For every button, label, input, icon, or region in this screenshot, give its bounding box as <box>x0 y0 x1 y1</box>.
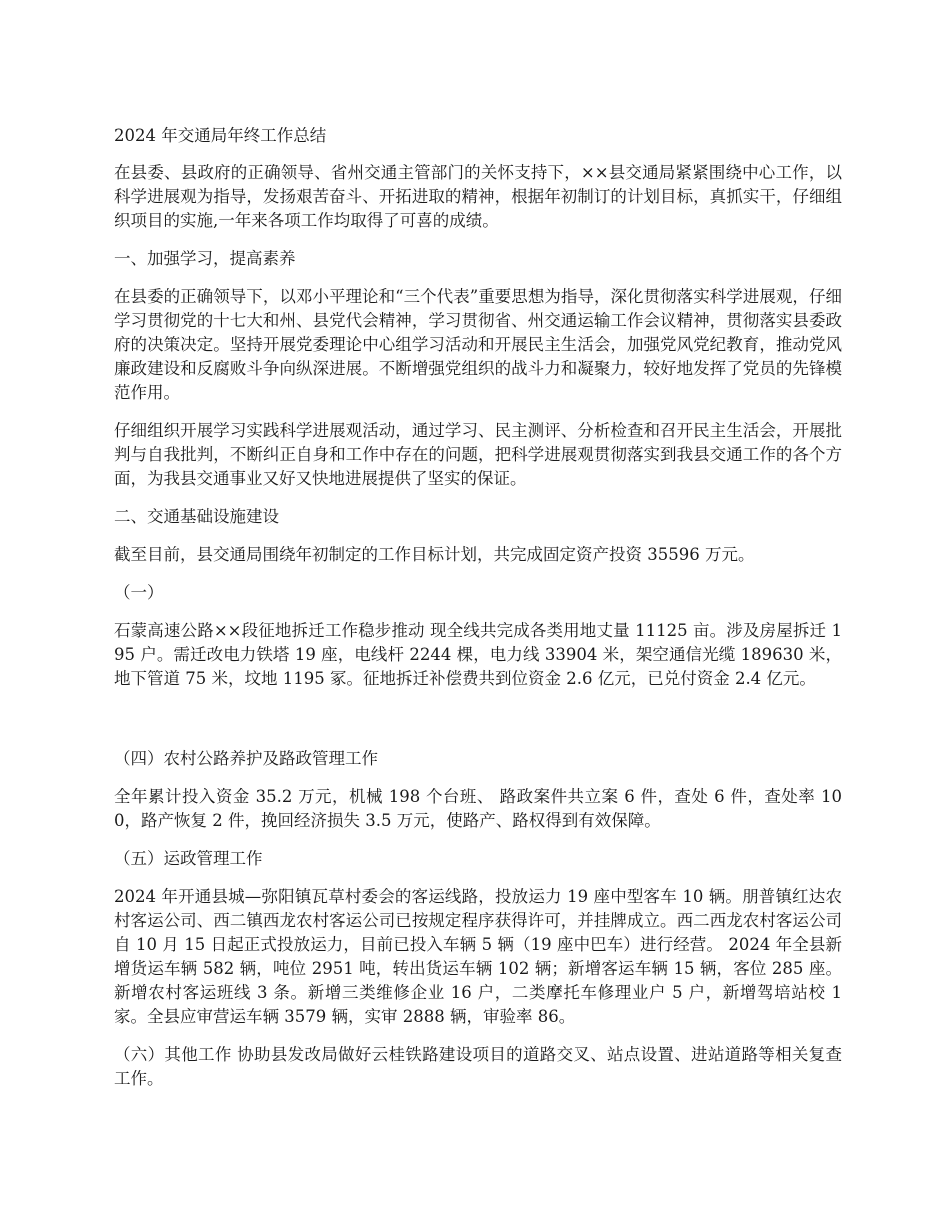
document-title: 2024 年交通局年终工作总结 <box>114 126 327 145</box>
other-work-paragraph: （六）其他工作 协助县发改局做好云桂铁路建设项目的道路交叉、站点设置、进站道路等相关复查工作。 <box>114 1045 842 1088</box>
section-heading-infrastructure: 二、交通基础设施建设 <box>114 507 279 526</box>
section-heading-study: 一、加强学习，提高素养 <box>114 249 296 268</box>
subsection-heading-1: （一） <box>114 583 164 602</box>
land-acquisition-paragraph: 石蒙高速公路××段征地拆迁工作稳步推动 现全线共完成各类用地丈量 11125 亩。涉及房屋拆迁 195 户。需迁改电力铁塔 19 座，电线杆 2244 棵，电力线 33904 米，架空通信光缆 189630 米，地下管道 75 米，坟地 1195 冢。征地拆迁补偿费共到位资金 2.6 亿元，已兑付资金 2.4 亿元。 <box>114 621 842 688</box>
study-paragraph-2: 仔细组织开展学习实践科学进展观活动，通过学习、民主测评、分析检查和召开民主生活会，开展批判与自我批判，不断纠正自身和工作中存在的问题，把科学进展观贯彻落实到我县交通工作的各个方面，为我县交通事业又好又快地进展提供了坚实的保证。 <box>114 421 842 488</box>
blank-spacer <box>114 705 842 747</box>
document-page <box>114 124 842 1105</box>
study-paragraph-1: 在县委的正确领导下，以邓小平理论和“三个代表”重要思想为指导，深化贯彻落实科学进展观，仔细学习贯彻党的十七大和州、县党代会精神，学习贯彻省、州交通运输工作会议精神，贯彻落实县委政府的决策决定。坚持开展党委理论中心组学习活动和开展民主生活会，加强党风党纪教育，推动党风廉政建设和反腐败斗争向纵深进展。不断增强党组织的战斗力和凝聚力，较好地发挥了党员的先锋模范作用。 <box>114 287 842 402</box>
infrastructure-paragraph: 截至目前，县交通局围绕年初制定的工作目标计划，共完成固定资产投资 35596 万元。 <box>114 545 755 564</box>
subsection-heading-5: （五）运政管理工作 <box>114 849 263 868</box>
subsection-heading-4: （四）农村公路养护及路政管理工作 <box>114 749 378 768</box>
transport-management-paragraph: 2024 年开通县城—弥阳镇瓦草村委会的客运线路，投放运力 19 座中型客车 10 辆。朋普镇红达农村客运公司、西二镇西龙农村客运公司已按规定程序获得许可，并挂牌成立。西二西龙农村客运公司自 10 月 15 日起正式投放运力，目前已投入车辆 5 辆（19 座中巴车）进行经营。 2024 年全县新增货运车辆 582 辆，吨位 2951 吨，转出货运车辆 102 辆；新增客运车辆 15 辆，客位 285 座。新增农村客运班线 3 条。新增三类维修企业 16 户，二类摩托车修理业户 5 户，新增驾培站校 1 家。全县应审营运车辆 3579 辆，实审 2888 辆，审验率 86。 <box>114 887 842 1026</box>
road-maintenance-paragraph: 全年累计投入资金 35.2 万元，机械 198 个台班、 路政案件共立案 6 件，查处 6 件，查处率 100，路产恢复 2 件，挽回经济损失 3.5 万元，使路产、路权得到有效保障。 <box>114 787 842 830</box>
intro-paragraph: 在县委、县政府的正确领导、省州交通主管部门的关怀支持下，××县交通局紧紧围绕中心工作，以科学进展观为指导，发扬艰苦奋斗、开拓进取的精神，根据年初制订的计划目标，真抓实干，仔细组织项目的实施,一年来各项工作均取得了可喜的成绩。 <box>114 163 842 230</box>
